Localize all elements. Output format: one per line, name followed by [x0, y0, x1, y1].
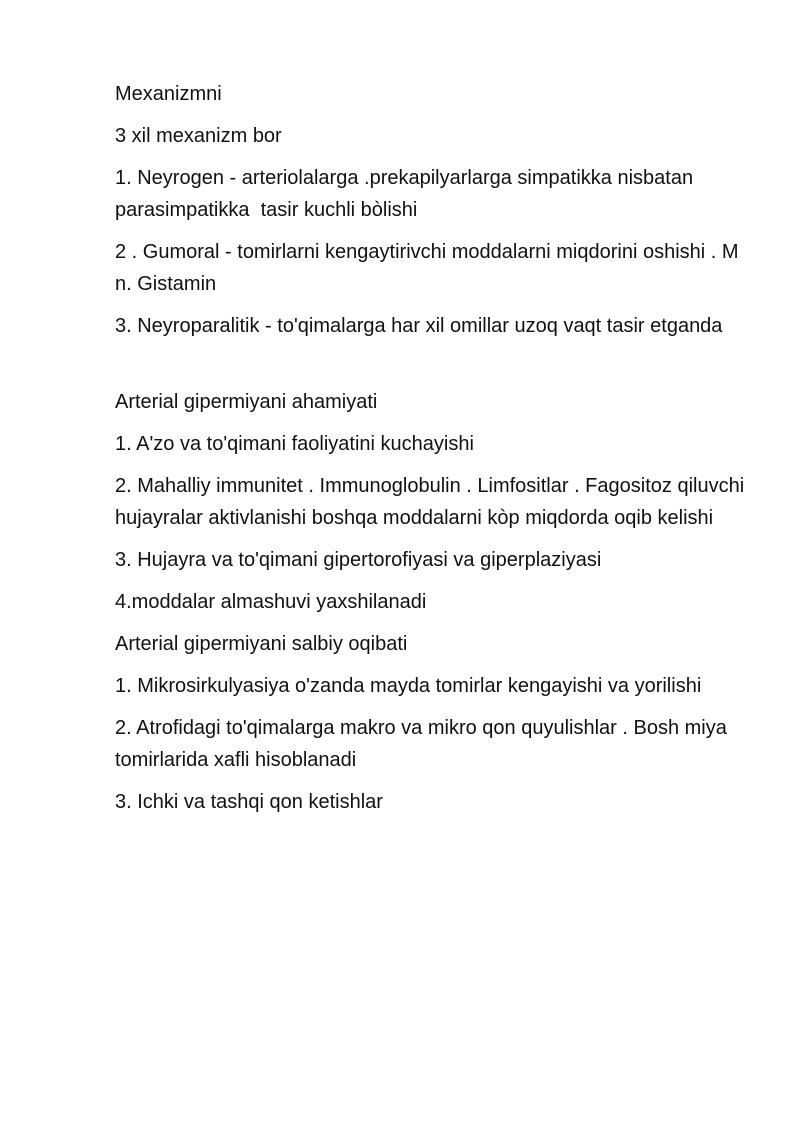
significance-item: 2. Mahalliy immunitet . Immunoglobulin . Limfositlar . Fagositoz qiluvchi hujayralar aktivlanishi boshqa moddalarni kòp miqdorda oqib kelishi: [115, 475, 750, 529]
significance-item: 1. A'zo va to'qimani faoliyatini kuchayishi: [115, 433, 474, 455]
section-heading-mechanism: Mexanizmni: [115, 83, 222, 105]
significance-item: 4.moddalar almashuvi yaxshilanadi: [115, 591, 427, 613]
mechanism-intro: 3 xil mexanizm bor: [115, 125, 282, 147]
section-heading-significance: Arterial gipermiyani ahamiyati: [115, 391, 378, 413]
negative-effect-item: 2. Atrofidagi to'qimalarga makro va mikro qon quyulishlar . Bosh miya tomirlarida xafli hisoblanadi: [115, 717, 733, 771]
mechanism-item: 3. Neyroparalitik - to'qimalarga har xil omillar uzoq vaqt tasir etganda: [115, 315, 723, 337]
mechanism-item: 2 . Gumoral - tomirlarni kengaytirivchi moddalarni miqdorini oshishi . M n. Gistamin: [115, 241, 745, 295]
negative-effect-item: 3. Ichki va tashqi qon ketishlar: [115, 791, 383, 813]
section-heading-negative-effects: Arterial gipermiyani salbiy oqibati: [115, 633, 408, 655]
significance-item: 3. Hujayra va to'qimani gipertorofiyasi va giperplaziyasi: [115, 549, 602, 571]
paragraph-spacer: [115, 352, 755, 386]
document-body: [115, 78, 755, 828]
negative-effect-item: 1. Mikrosirkulyasiya o'zanda mayda tomirlar kengayishi va yorilishi: [115, 675, 702, 697]
mechanism-item: 1. Neyrogen - arteriolalarga .prekapilyarlarga simpatikka nisbatan parasimpatikka tasir kuchli bòlishi: [115, 167, 705, 221]
